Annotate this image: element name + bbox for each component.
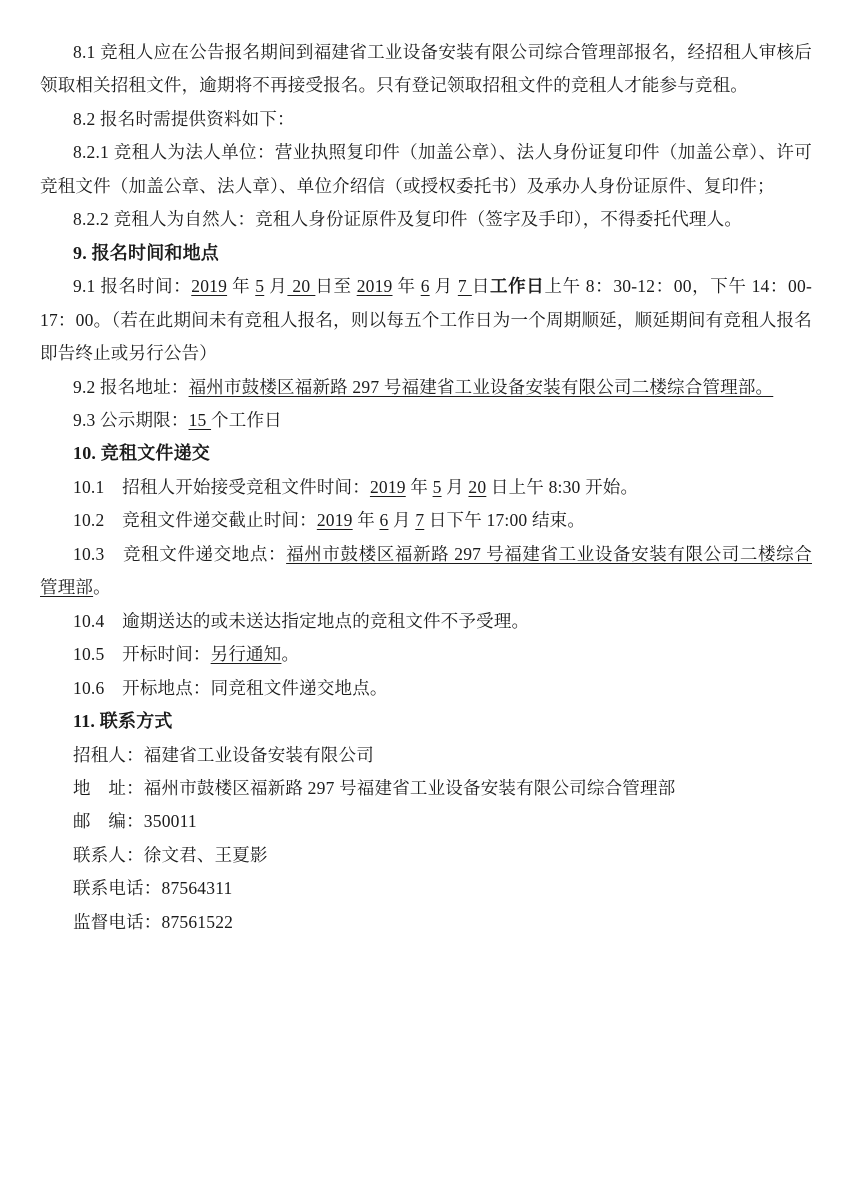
text-run: 联系人：徐文君、王夏影 <box>73 844 268 865</box>
text-run: 年 <box>227 276 256 297</box>
heading-11 <box>40 705 812 738</box>
text-run: 地 址：福州市鼓楼区福新路 297 号福建省工业设备安装有限公司综合管理部 <box>73 777 676 798</box>
para-10-3 <box>40 538 812 605</box>
text-run: 10. 竞租文件递交 <box>73 443 210 464</box>
underlined-text: 7 <box>415 510 425 531</box>
para-10-2 <box>40 504 812 537</box>
underlined-text: 福州市鼓楼区福新路 297 号福建省工业设备安装有限公司二楼综合管理部 <box>40 543 812 598</box>
text-run: 个工作日 <box>211 409 282 430</box>
text-run: 日下午 17:00 结束。 <box>424 510 586 531</box>
text-run: 10.1 招租人开始接受竞租文件时间： <box>73 476 370 497</box>
text-run: 日上午 8:30 开始。 <box>486 476 639 497</box>
underlined-text: 15 <box>188 409 212 430</box>
text-run: 9.2 报名地址： <box>73 376 189 397</box>
para-8-1 <box>40 36 812 103</box>
para-8-2-2 <box>40 203 812 236</box>
contact-address <box>40 772 812 805</box>
text-run: 月 <box>264 276 288 297</box>
text-run: 年 <box>392 276 421 297</box>
text-run: 9. 报名时间和地点 <box>73 242 219 263</box>
text-run: 联系电话：87564311 <box>73 878 233 899</box>
text-run: 月 <box>388 510 416 531</box>
para-9-1 <box>40 270 812 370</box>
underlined-text: 20 <box>468 476 487 497</box>
heading-10 <box>40 437 812 470</box>
text-run: 年 <box>405 476 433 497</box>
para-8-2-1 <box>40 136 812 203</box>
text-run: 。 <box>281 644 300 665</box>
text-run: 10.3 竞租文件递交地点： <box>73 543 287 564</box>
underlined-text: 2019 <box>316 510 353 531</box>
para-9-2 <box>40 371 812 404</box>
text-run: 招租人：福建省工业设备安装有限公司 <box>73 744 374 765</box>
text-run: 8.2.2 竞租人为自然人：竞租人身份证原件及复印件（签字及手印），不得委托代理人。 <box>73 209 743 230</box>
text-run: 10.6 开标地点：同竞租文件递交地点。 <box>73 677 388 698</box>
para-10-6 <box>40 672 812 705</box>
text-run: 年 <box>352 510 380 531</box>
text-run: 邮 编：350011 <box>73 811 197 832</box>
para-10-4 <box>40 605 812 638</box>
underlined-text: 6 <box>379 510 389 531</box>
para-10-1 <box>40 471 812 504</box>
underlined-text: 5 <box>432 476 442 497</box>
para-10-5 <box>40 638 812 671</box>
para-9-3 <box>40 404 812 437</box>
underlined-text: 2019 <box>191 276 228 297</box>
underlined-text: 6 <box>420 276 430 297</box>
bold-text: 工作日 <box>490 276 545 297</box>
contact-phone <box>40 872 812 905</box>
text-run: 10.5 开标时间： <box>73 644 211 665</box>
text-run: 日至 <box>315 276 357 297</box>
contact-postcode <box>40 805 812 838</box>
underlined-text: 5 <box>255 276 265 297</box>
text-run: 9.3 公示期限： <box>73 409 189 430</box>
text-run: 8.2 报名时需提供资料如下： <box>73 108 295 129</box>
text-run: 月 <box>429 276 458 297</box>
underlined-text: 2019 <box>356 276 393 297</box>
text-run: 。 <box>93 577 111 598</box>
underlined-text: 20 <box>287 276 316 297</box>
contact-lessor <box>40 739 812 772</box>
underlined-text: 另行通知 <box>210 644 282 665</box>
underlined-text: 福州市鼓楼区福新路 297 号福建省工业设备安装有限公司二楼综合管理部。 <box>188 376 774 397</box>
para-8-2 <box>40 103 812 136</box>
contact-person <box>40 839 812 872</box>
text-run: 9.1 报名时间： <box>73 276 192 297</box>
text-run: 11. 联系方式 <box>73 711 173 732</box>
text-run: 监督电话：87561522 <box>73 911 234 932</box>
text-run: 8.2.1 竞租人为法人单位：营业执照复印件（加盖公章）、法人身份证复印件（加盖公章）、许可竞租文件（加盖公章、法人章）、单位介绍信（或授权委托书）及承办人身份证原件、复印件； <box>40 142 812 196</box>
underlined-text: 7 <box>457 276 472 297</box>
contact-supervision-phone <box>40 906 812 939</box>
text-run: 8.1 竞租人应在公告报名期间到福建省工业设备安装有限公司综合管理部报名，经招租人审核后领取相关招租文件，逾期将不再接受报名。只有登记领取招租文件的竞租人才能参与竞租。 <box>40 42 812 96</box>
heading-9 <box>40 237 812 270</box>
text-run: 上午 8：30-12：00，下午 14：00-17：00。（若在此期间未有竞租人报名，则以每五个工作日为一个周期顺延，顺延期间有竞租人报名即告终止或另行公告） <box>40 276 812 364</box>
text-run: 月 <box>441 476 469 497</box>
text-run: 日 <box>471 276 490 297</box>
text-run: 10.2 竞租文件递交截止时间： <box>73 510 317 531</box>
underlined-text: 2019 <box>369 476 406 497</box>
text-run: 10.4 逾期送达的或未送达指定地点的竞租文件不予受理。 <box>73 610 530 631</box>
